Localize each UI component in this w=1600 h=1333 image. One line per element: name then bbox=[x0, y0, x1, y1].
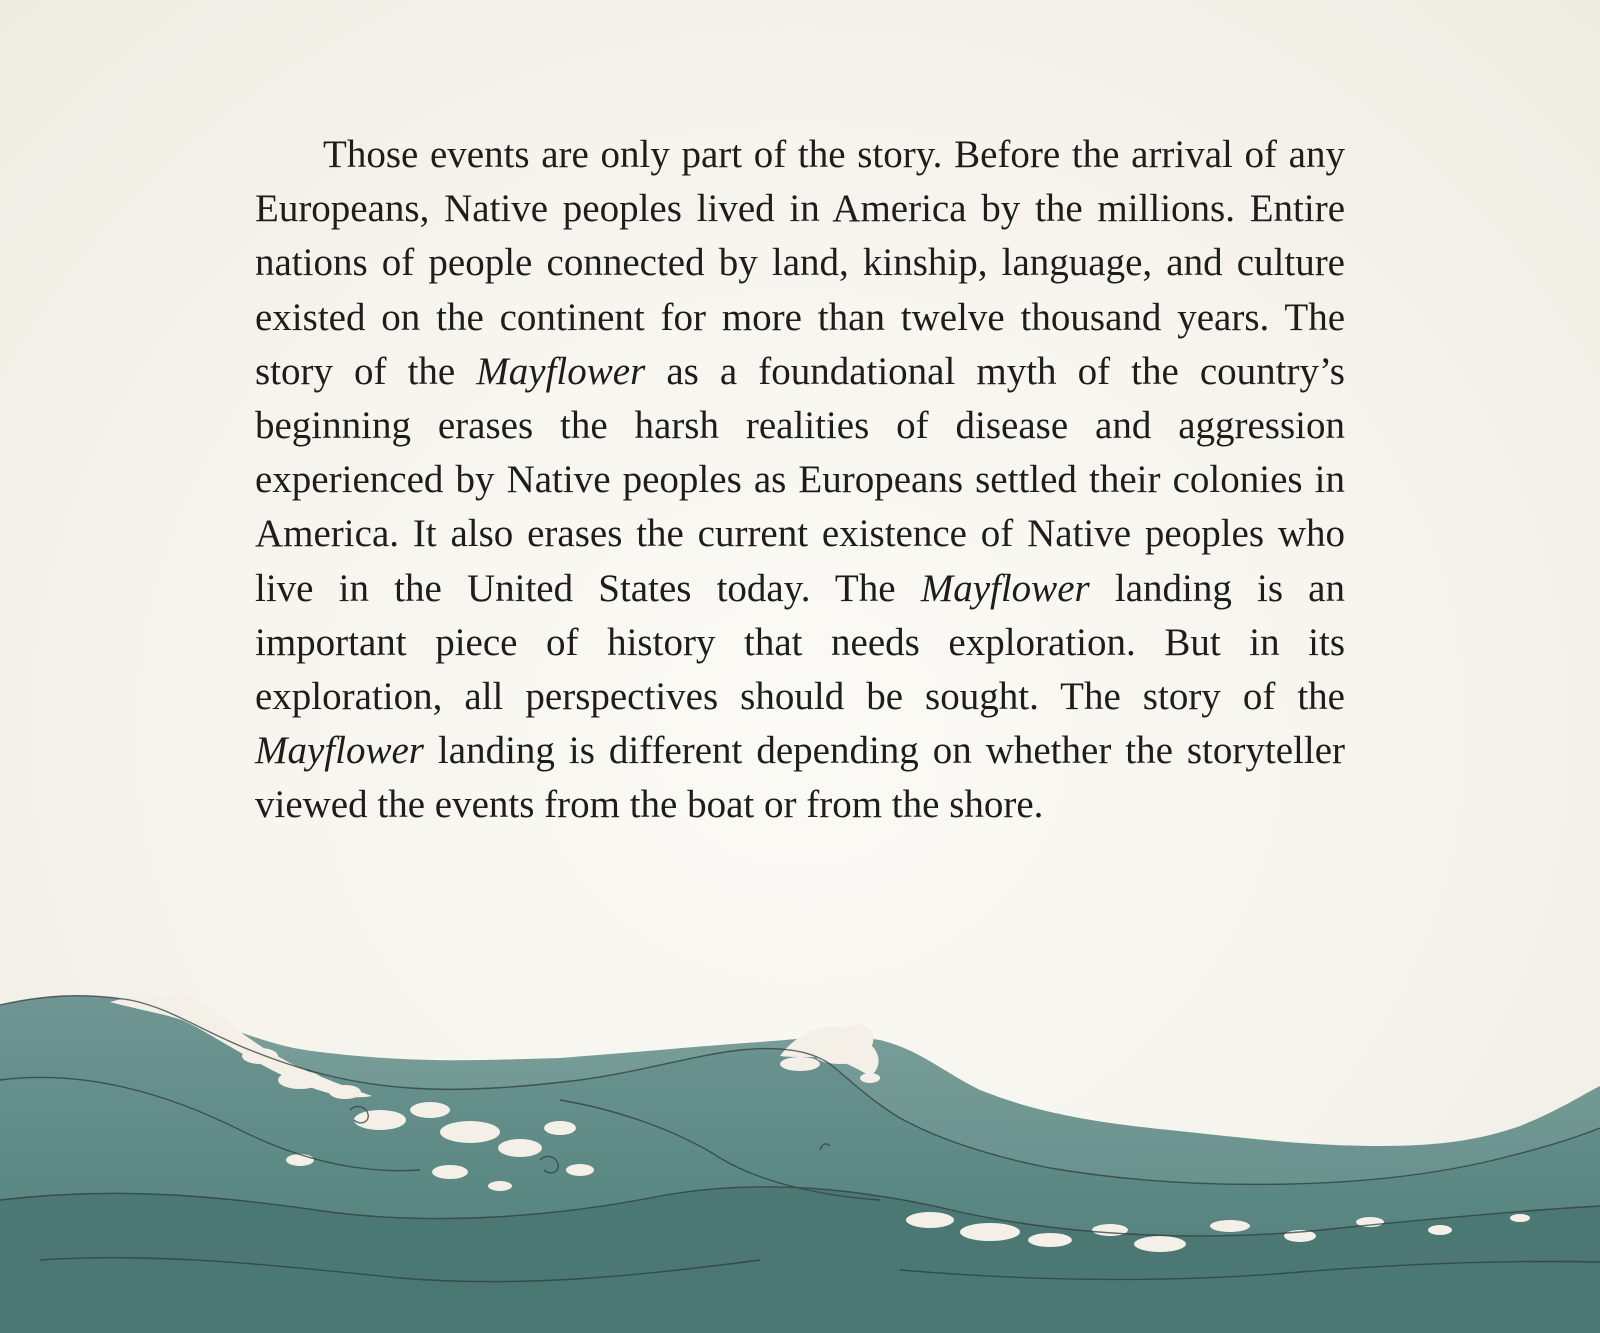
ocean-waves-illustration bbox=[0, 960, 1600, 1333]
italic-title-mayflower: Mayflower bbox=[476, 349, 646, 393]
text-segment: landing is an important piece of history that needs exploration. But in its exploration, all perspectives should be sought. The story of the bbox=[255, 566, 1345, 719]
body-paragraph bbox=[255, 128, 1345, 833]
text-segment: Those events are only part of the story. Before the arrival of any Europeans, Native peoples lived in America by the millions. Entire nations of people connected by land, kinship, language, and culture existed on the continent for more than twelve thousand years. The story of the bbox=[255, 133, 1345, 393]
text-segment: landing is different depending on whether the storyteller viewed the events from the boat or from the shore. bbox=[255, 729, 1345, 827]
body-text-block bbox=[255, 128, 1345, 833]
italic-title-mayflower: Mayflower bbox=[255, 729, 424, 773]
italic-title-mayflower: Mayflower bbox=[920, 566, 1090, 610]
text-segment: as a foundational myth of the country’s beginning erases the harsh realities of disease and aggression experienced by Native peoples as Europeans settled their colonies in America. It also erases the current existence of Native peoples who live in the United States today. The bbox=[255, 349, 1345, 610]
